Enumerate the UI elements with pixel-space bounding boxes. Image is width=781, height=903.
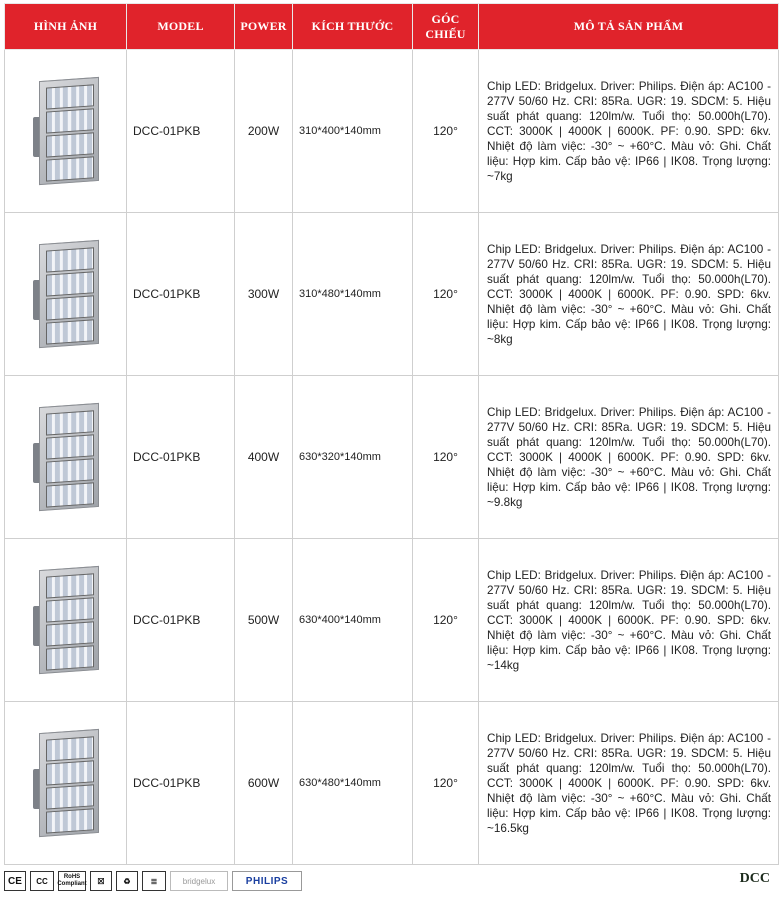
rohs-compliant-icon: RoHS Compliant xyxy=(58,871,86,891)
floodlight-product-image xyxy=(33,77,99,185)
size-cell: 630*320*140mm xyxy=(293,376,413,539)
size-cell: 630*400*140mm xyxy=(293,539,413,702)
table-row xyxy=(5,539,779,702)
header-size: KÍCH THƯỚC xyxy=(293,4,413,50)
certification-mark-icon: ≣ xyxy=(142,871,166,891)
table-row xyxy=(5,702,779,865)
size-cell: 310*400*140mm xyxy=(293,50,413,213)
header-description: MÔ TẢ SẢN PHẨM xyxy=(479,4,779,50)
product-image-cell xyxy=(5,50,127,213)
model-cell: DCC-01PKB xyxy=(127,702,235,865)
table-row xyxy=(5,376,779,539)
angle-cell: 120° xyxy=(413,376,479,539)
product-image-cell xyxy=(5,702,127,865)
model-cell: DCC-01PKB xyxy=(127,50,235,213)
ce-mark-icon: CE xyxy=(4,871,26,891)
model-cell: DCC-01PKB xyxy=(127,213,235,376)
header-model: MODEL xyxy=(127,4,235,50)
floodlight-product-image xyxy=(33,403,99,511)
model-cell: DCC-01PKB xyxy=(127,539,235,702)
product-spec-table xyxy=(4,3,779,865)
dcc-logo: DCC xyxy=(739,871,770,886)
angle-cell: 120° xyxy=(413,702,479,865)
certification-footer xyxy=(4,867,778,895)
power-cell: 600W xyxy=(235,702,293,865)
product-image-cell xyxy=(5,539,127,702)
product-image-cell xyxy=(5,213,127,376)
description-cell: Chip LED: Bridgelux. Driver: Philips. Điện áp: AC100 - 277V 50/60 Hz. CRI: 85Ra. UGR: 19. SDCM: 5. Hiệu suất phát quang: 120lm/w. Tuổi thọ: 50.000h(L70). CCT: 3000K | 4000K | 6000K. PF: 0.90. SPD: 6kv. Nhiệt độ làm việc: -30° ~ +60°C. Màu vỏ: Ghi. Chất liệu: Hợp kim. Cấp bảo vệ: IP66 | IK08. Trọng lượng: ~7kg xyxy=(479,50,779,213)
floodlight-product-image xyxy=(33,729,99,837)
bridgelux-logo: bridgelux xyxy=(170,871,228,891)
angle-cell: 120° xyxy=(413,539,479,702)
power-cell: 400W xyxy=(235,376,293,539)
header-image: HÌNH ẢNH xyxy=(5,4,127,50)
floodlight-product-image xyxy=(33,566,99,674)
table-row xyxy=(5,213,779,376)
description-cell: Chip LED: Bridgelux. Driver: Philips. Điện áp: AC100 - 277V 50/60 Hz. CRI: 85Ra. UGR: 19. SDCM: 5. Hiệu suất phát quang: 120lm/w. Tuổi thọ: 50.000h(L70). CCT: 3000K | 4000K | 6000K. PF: 0.90. SPD: 6kv. Nhiệt độ làm việc: -30° ~ +60°C. Màu vỏ: Ghi. Chất liệu: Hợp kim. Cấp bảo vệ: IP66 | IK08. Trọng lượng: ~8kg xyxy=(479,213,779,376)
description-cell: Chip LED: Bridgelux. Driver: Philips. Điện áp: AC100 - 277V 50/60 Hz. CRI: 85Ra. UGR: 19. SDCM: 5. Hiệu suất phát quang: 120lm/w. Tuổi thọ: 50.000h(L70). CCT: 3000K | 4000K | 6000K. PF: 0.90. SPD: 6kv. Nhiệt độ làm việc: -30° ~ +60°C. Màu vỏ: Ghi. Chất liệu: Hợp kim. Cấp bảo vệ: IP66 | IK08. Trọng lượng: ~9.8kg xyxy=(479,376,779,539)
table-row xyxy=(5,50,779,213)
power-cell: 500W xyxy=(235,539,293,702)
cc-mark-icon: CC xyxy=(30,871,54,891)
description-cell: Chip LED: Bridgelux. Driver: Philips. Điện áp: AC100 - 277V 50/60 Hz. CRI: 85Ra. UGR: 19. SDCM: 5. Hiệu suất phát quang: 120lm/w. Tuổi thọ: 50.000h(L70). CCT: 3000K | 4000K | 6000K. PF: 0.90. SPD: 6kv. Nhiệt độ làm việc: -30° ~ +60°C. Màu vỏ: Ghi. Chất liệu: Hợp kim. Cấp bảo vệ: IP66 | IK08. Trọng lượng: ~14kg xyxy=(479,539,779,702)
weee-bin-icon: ☒ xyxy=(90,871,112,891)
power-cell: 200W xyxy=(235,50,293,213)
product-spec-table-wrap xyxy=(4,3,778,865)
header-power: POWER xyxy=(235,4,293,50)
size-cell: 630*480*140mm xyxy=(293,702,413,865)
angle-cell: 120° xyxy=(413,50,479,213)
power-cell: 300W xyxy=(235,213,293,376)
size-cell: 310*480*140mm xyxy=(293,213,413,376)
header-angle: GÓC CHIẾU xyxy=(413,4,479,50)
philips-logo: PHILIPS xyxy=(232,871,302,891)
table-header-row xyxy=(5,4,779,50)
recycle-icon: ♻ xyxy=(116,871,138,891)
floodlight-product-image xyxy=(33,240,99,348)
product-image-cell xyxy=(5,376,127,539)
description-cell: Chip LED: Bridgelux. Driver: Philips. Điện áp: AC100 - 277V 50/60 Hz. CRI: 85Ra. UGR: 19. SDCM: 5. Hiệu suất phát quang: 120lm/w. Tuổi thọ: 50.000h(L70). CCT: 3000K | 4000K | 6000K. PF: 0.90. SPD: 6kv. Nhiệt độ làm việc: -30° ~ +60°C. Màu vỏ: Ghi. Chất liệu: Hợp kim. Cấp bảo vệ: IP66 | IK08. Trọng lượng: ~16.5kg xyxy=(479,702,779,865)
model-cell: DCC-01PKB xyxy=(127,376,235,539)
angle-cell: 120° xyxy=(413,213,479,376)
